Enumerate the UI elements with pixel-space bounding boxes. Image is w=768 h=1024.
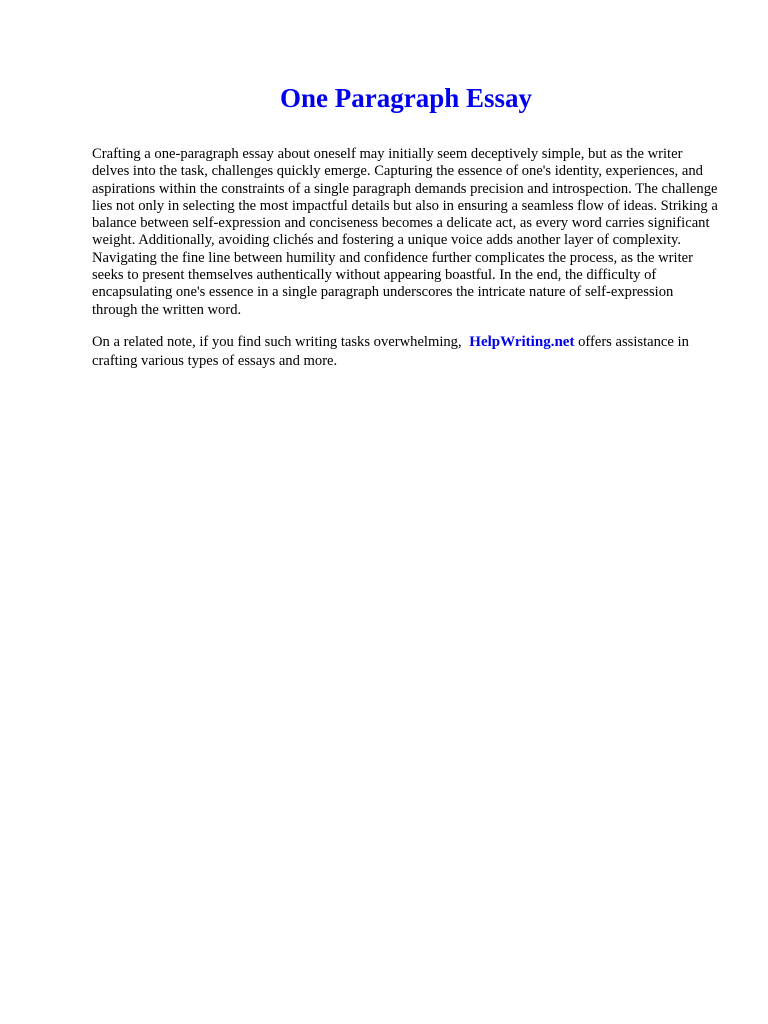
essay-paragraph: Crafting a one-paragraph essay about oneself may initially seem deceptively simple, but as the writer delves into the task, challenges quickly emerge. Capturing the essence of one's identity, experiences, and aspirations within the constraints of a single paragraph demands precision and introspection. The challenge lies not only in selecting the most impactful details but also in ensuring a seamless flow of ideas. Striking a balance between self-expression and conciseness becomes a delicate act, as every word carries significant weight. Additionally, avoiding clichés and fostering a unique voice adds another layer of complexity. Navigating the fine line between humility and confidence further complicates the process, as the writer seeks to present themselves authentically without appearing boastful. In the end, the difficulty of encapsulating one's essence in a single paragraph underscores the intricate nature of self-expression through the written word. bbox=[92, 146, 718, 318]
note-text-before: On a related note, if you find such writing tasks overwhelming, bbox=[92, 334, 462, 350]
note-text-after: offers assistance in crafting various types of essays and more. bbox=[92, 334, 689, 369]
helpwriting-link[interactable]: HelpWriting.net bbox=[469, 334, 575, 350]
page-title: One Paragraph Essay bbox=[279, 83, 533, 113]
related-note bbox=[92, 333, 722, 370]
